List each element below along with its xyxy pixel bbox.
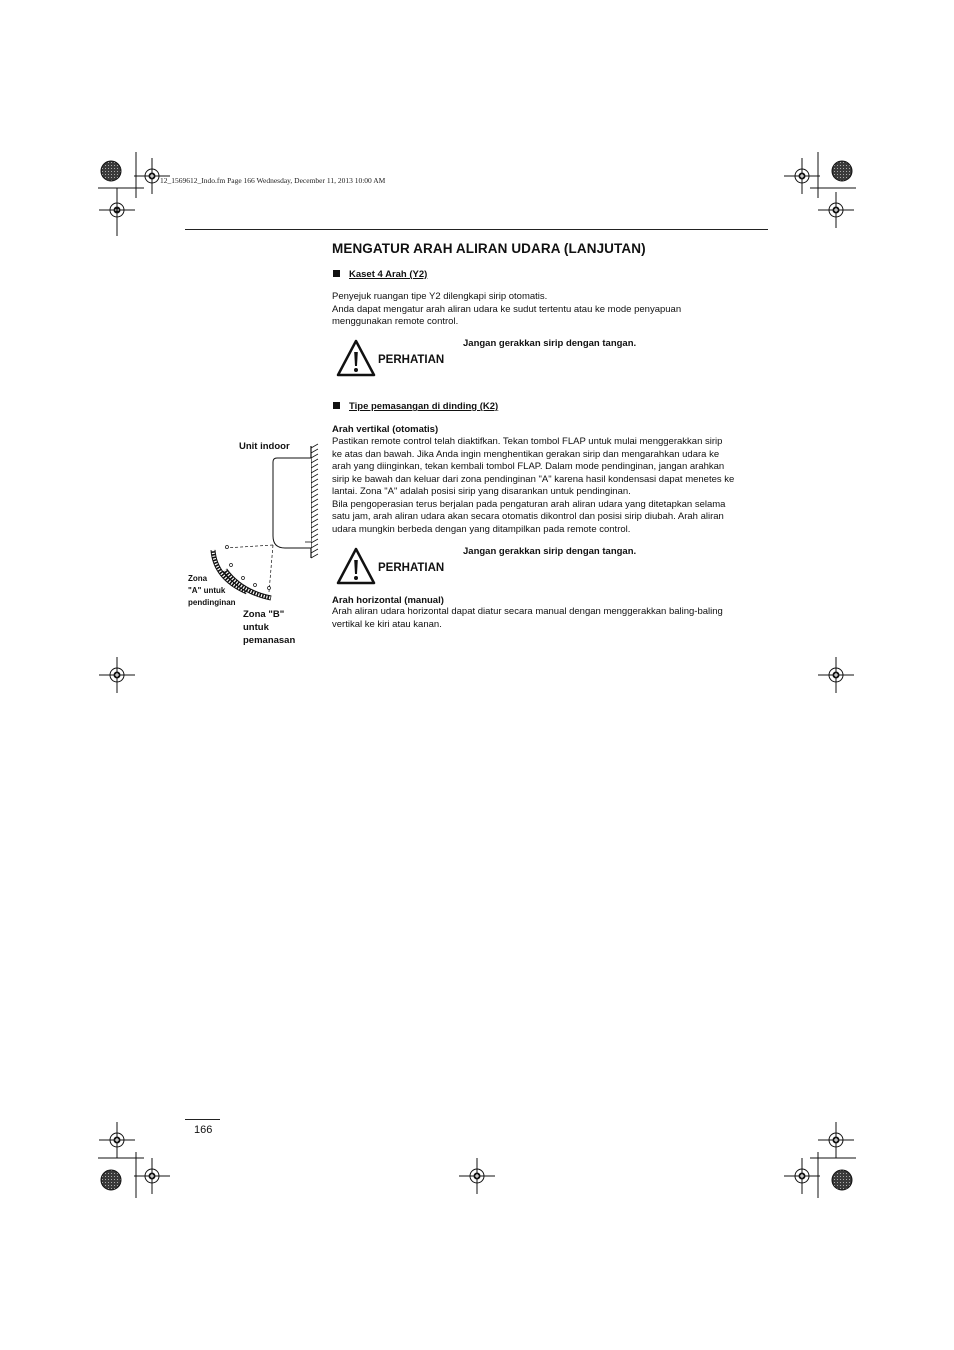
paragraph-line: Pastikan remote control telah diaktifkan. Tekan tombol FLAP untuk mulai menggerakkan sirip bbox=[332, 436, 723, 447]
label-line: untuk bbox=[243, 622, 269, 633]
label-line: pendinginan bbox=[188, 598, 236, 607]
paragraph-line: satu jam, arah aliran udara akan secara otomatis dikontrol dan posisi sirip diubah. Arah aliran bbox=[332, 511, 724, 522]
horizontal-direction-title: Arah horizontal (manual) bbox=[332, 595, 444, 606]
label-line: Zona "B" bbox=[243, 609, 285, 620]
warning-triangle-icon bbox=[336, 339, 376, 377]
bullet-icon bbox=[333, 270, 340, 277]
paragraph-line: arah yang diinginkan, tekan kembali tombol FLAP. Dalam mode pendinginan, jangan arahkan bbox=[332, 461, 725, 472]
label-line: "A" untuk bbox=[188, 586, 226, 595]
paragraph-line: ke atas dan bawah. Jika Anda ingin menghentikan gerakan sirip dan mengarahkan udara ke bbox=[332, 448, 720, 460]
zone-a-label bbox=[188, 573, 236, 609]
warning-triangle-icon bbox=[336, 547, 376, 585]
caution-message: Jangan gerakkan sirip dengan tangan. bbox=[463, 546, 637, 557]
paragraph-line: vertikal ke kiri atau kanan. bbox=[332, 618, 442, 630]
page-number-rule bbox=[185, 1119, 220, 1120]
print-header: 12_1569612_Indo.fm Page 166 Wednesday, December 11, 2013 10:00 AM bbox=[160, 176, 386, 185]
paragraph-line: menggunakan remote control. bbox=[332, 316, 459, 327]
label-line: pemanasan bbox=[243, 635, 296, 646]
paragraph-line: Anda dapat mengatur arah aliran udara ke sudut tertentu atau ke mode penyapuan bbox=[332, 303, 682, 315]
vertical-direction-title: Arah vertikal (otomatis) bbox=[332, 424, 439, 435]
indoor-unit-label: Unit indoor bbox=[239, 441, 290, 452]
label-line: Zona bbox=[188, 574, 208, 583]
zone-b-label bbox=[243, 608, 295, 647]
paragraph-line: Penyejuk ruangan tipe Y2 dilengkapi sirip otomatis. bbox=[332, 291, 548, 302]
vertical-direction-paragraph bbox=[332, 436, 762, 536]
paragraph-line: Bila pengoperasian terus berjalan pada pengaturan arah aliran udara yang ditetapkan selama bbox=[332, 498, 726, 510]
caution-message: Jangan gerakkan sirip dengan tangan. bbox=[463, 338, 637, 349]
paragraph-line: udara mungkin berbeda dengan yang ditampilkan pada remote control. bbox=[332, 523, 631, 535]
top-rule bbox=[185, 229, 768, 230]
paragraph-line: Arah aliran udara horizontal dapat diatur secara manual dengan menggerakkan baling-baling bbox=[332, 606, 723, 617]
section-heading-kaset: Kaset 4 Arah (Y2) bbox=[333, 269, 427, 280]
horizontal-direction-paragraph bbox=[332, 606, 762, 631]
bullet-icon bbox=[333, 402, 340, 409]
caution-label: PERHATIAN bbox=[378, 562, 445, 574]
paragraph-line: lantai. Zona "A" adalah posisi sirip yang disarankan untuk pendinginan. bbox=[332, 486, 631, 497]
section1-paragraph bbox=[332, 291, 762, 329]
page-title: MENGATUR ARAH ALIRAN UDARA (LANJUTAN) bbox=[332, 241, 646, 256]
page-number: 166 bbox=[194, 1124, 213, 1136]
paragraph-line: sirip ke bawah dan keluar dari zona pendinginan "A" karena hasil kondensasi dapat menetes ke bbox=[332, 473, 735, 485]
caution-label: PERHATIAN bbox=[378, 354, 445, 366]
section-heading-wall: Tipe pemasangan di dinding (K2) bbox=[333, 401, 498, 412]
